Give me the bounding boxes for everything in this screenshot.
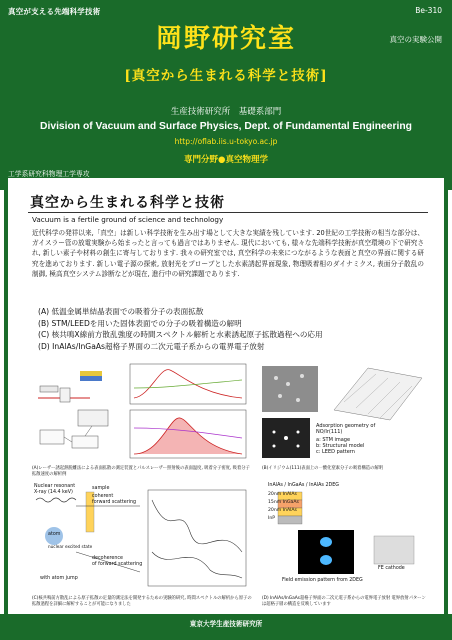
research-item: (D) InAlAs/InGaAs超格子界面の二次元電子系からの電界電子放射 bbox=[38, 341, 265, 351]
figure-d-label: InP bbox=[268, 516, 276, 521]
figure-d-label: 20nm InAlAs bbox=[268, 508, 297, 513]
figure-c-label: decoherence bbox=[92, 556, 124, 561]
figure-b-label: NO/Ir(111) bbox=[316, 429, 343, 435]
section-body: 近代科学の発祥以来,「真空」は新しい科学技術を生み出す場として大きな実績を残しています. 20世紀の工学技術の相当な部分は、ガイスラー管の放電実験から始まったと言っても過言ではありません. 現代においても, 様々な先端科学技術が真空環境の下で研究され, 新しい素子や材料の創生に寄与しております. 我々の研究室では, 真空科学の未来につながるような表面と真空の界面に関する研究を進めております. 新しい電子源の探索, 放射光をプローブとした水素誘起界面現象, 物理吸着相のダイナミクス, 表面分子散乱の制御, 極高真空システム診断などが現在, 進行中の研究課題であります. bbox=[32, 229, 424, 278]
lab-subtitle: [真空から生まれる科学と技術] bbox=[124, 68, 328, 84]
figure-b-label: Adsorption geometry of bbox=[316, 423, 376, 429]
section-title: 真空から生まれる科学と技術 bbox=[30, 195, 225, 211]
figure-c-label: coherent bbox=[92, 494, 114, 499]
figure-b-label: a: STM image bbox=[316, 437, 351, 443]
section-lead: Vacuum is a fertile ground of science and technology bbox=[32, 215, 224, 224]
tagline: 真空が支える先端科学技術 bbox=[8, 7, 101, 16]
figure-d-label: FE cathode bbox=[378, 566, 405, 571]
open-house-label: 真空の実験公開 bbox=[389, 35, 442, 44]
title-rule bbox=[28, 212, 428, 213]
department: Division of Vacuum and Surface Physics, Dept. of Fundamental Engineering bbox=[40, 121, 412, 132]
specialty-field: 専門分野●真空物理学 bbox=[184, 155, 268, 165]
figure-c-label: with atom jump bbox=[40, 576, 78, 581]
figure-c-caption: (C)核共鳴前方散乱による原子拡散の定量的測定法を開発するための実験的研究, 時間スペクトルの解析から原子の拡散過程を詳細に解析することが可能になりました bbox=[32, 596, 252, 607]
lab-title: 岡野研究室 bbox=[155, 24, 296, 54]
figure-d-label: InAlAs / InGaAs / InAlAs 2DEG bbox=[268, 483, 339, 488]
figure-c-label: X-ray (14.4 keV) bbox=[34, 490, 73, 495]
footer-text: 東京大学生産技術研究所 bbox=[189, 620, 263, 628]
figure-b-label: b: Structural model bbox=[316, 443, 365, 449]
research-item: (B) STM/LEEDを用いた固体表面での分子の吸着構造の解明 bbox=[38, 318, 242, 328]
figure-d-label: 20nm InAlAs bbox=[268, 492, 297, 497]
figure-c-label: atom bbox=[48, 532, 61, 537]
lab-major: 工学系研究科物理工学専攻 bbox=[8, 170, 90, 178]
figure-c-label: of forward scattering bbox=[92, 562, 143, 567]
figure-c-label: sample bbox=[92, 486, 110, 491]
poster-code: Be-310 bbox=[415, 6, 442, 15]
figure-d-label: 15nm InGaAs bbox=[268, 500, 299, 505]
figure-c-label: Nuclear resonant bbox=[34, 484, 76, 489]
figure-a-caption: (A)レーザー誘起熱脱離法による表面拡散の測定装置とパルスレーザー照射後の表面温度, 吸着分子密度, 吸着分子拡散速度の解析例 bbox=[32, 466, 250, 477]
figure-a bbox=[30, 358, 252, 464]
research-item: (C) 核共鳴X線前方散乱強度の時間スペクトル解析と水素誘起原子拡散過程への応用 bbox=[38, 330, 323, 339]
lab-url[interactable]: http://oflab.iis.u-tokyo.ac.jp bbox=[174, 137, 278, 146]
figure-b-caption: (B)イリジウム(111)表面上の一酸化窒素分子の吸着構造の解明 bbox=[262, 466, 383, 471]
research-item: (A) 低温金属単結晶表面での吸着分子の表面拡散 bbox=[38, 307, 204, 316]
figure-c-label: nuclear excited state bbox=[48, 544, 93, 549]
research-items bbox=[38, 306, 323, 352]
figure-b-label: c: LEED pattern bbox=[316, 449, 355, 455]
figure-d-label: Field emission pattern from 2DEG bbox=[282, 578, 363, 583]
institute: 生産技術研究所 基礎系部門 bbox=[170, 107, 282, 117]
figure-d-caption: (D) InAlAs/InGaAs超格子界面の二次元電子系からの電界電子放射 電界放射パターンは超格子層の構造を反映しています bbox=[262, 596, 426, 607]
figure-c-label: forward scattering bbox=[92, 500, 137, 505]
